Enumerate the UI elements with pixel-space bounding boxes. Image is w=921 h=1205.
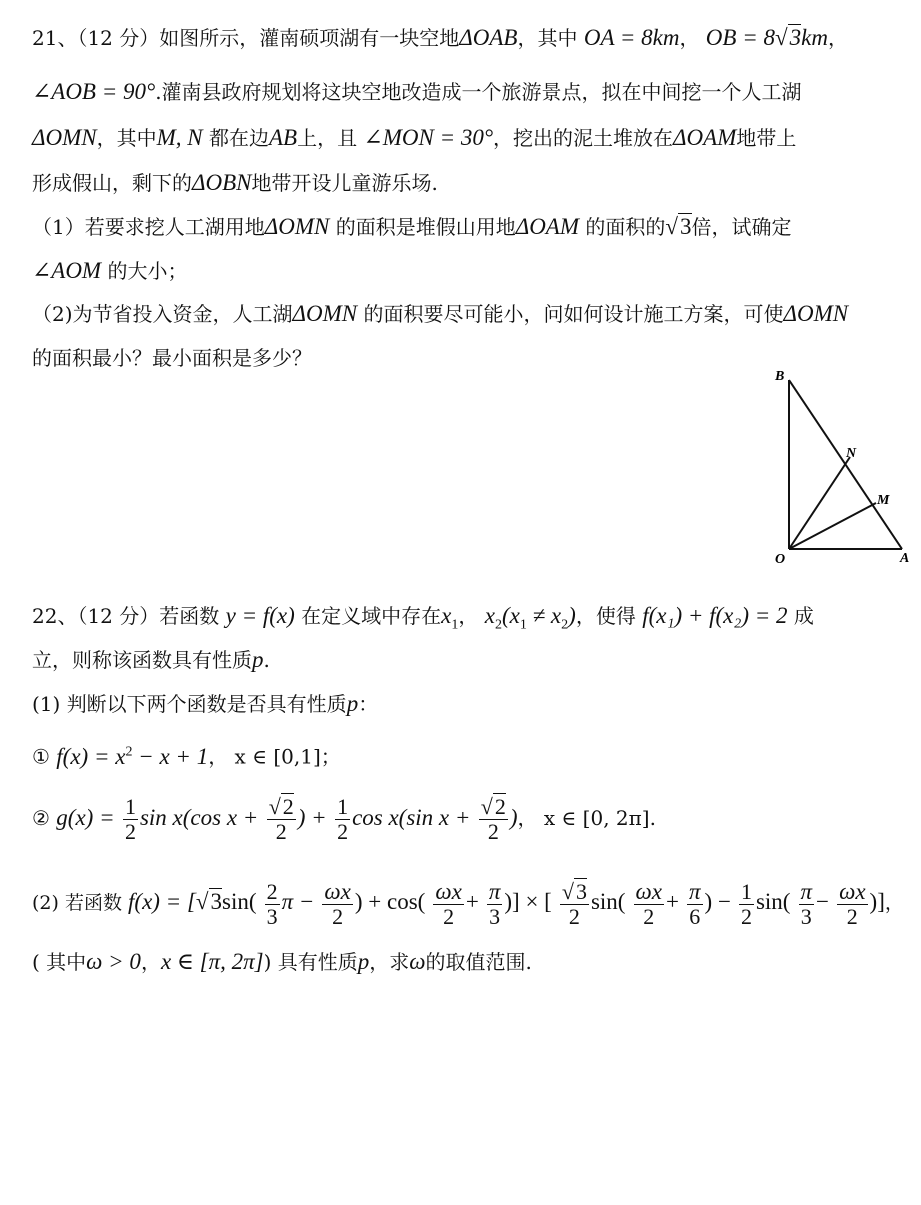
text: ： xyxy=(358,692,379,716)
text: 22、（12 分）若函数 xyxy=(32,604,220,628)
f1-rest: − x + 1 xyxy=(132,743,209,769)
denominator: 3 xyxy=(489,903,501,929)
text: (2) 若函数 xyxy=(32,892,122,914)
times: )] × [ xyxy=(504,889,552,914)
fraction-2-3 xyxy=(265,880,280,929)
text: ， xyxy=(140,950,161,974)
plus: ) + xyxy=(297,805,327,830)
cos-term: cos x(sin x + xyxy=(352,805,471,830)
fraction-pi-6 xyxy=(687,880,703,929)
x2-base: x xyxy=(484,603,495,628)
x2-sub: 2 xyxy=(494,617,502,633)
angle-aob: ∠AOB = 90° xyxy=(32,79,156,104)
x1 xyxy=(441,603,459,633)
sqrt-3: √3 xyxy=(195,889,223,914)
text: 成 xyxy=(793,604,814,628)
pi-minus: π − xyxy=(281,889,315,914)
q21-line4 xyxy=(32,169,438,197)
text: 形成假山，剩下的 xyxy=(32,171,192,195)
q22-sub1 xyxy=(32,690,378,718)
text: ，挖出的泥土堆放在 xyxy=(493,126,674,150)
segment-om xyxy=(789,503,876,549)
fraction-sqrt3-2 xyxy=(560,880,589,929)
side-ab: AB xyxy=(268,125,298,150)
denominator: 2 xyxy=(275,819,287,844)
cond-close: ) xyxy=(568,603,576,628)
triangle-oam: ΔOAM xyxy=(673,125,737,150)
denominator: 2 xyxy=(487,819,499,844)
text: （2)为节省投入资金，人工湖 xyxy=(32,302,293,326)
f1-lhs: f(x) = x xyxy=(56,743,126,769)
x1-base: x xyxy=(441,603,452,628)
text: . xyxy=(263,648,270,672)
numerator: ωx xyxy=(839,878,866,904)
circled-number: ② xyxy=(32,806,50,830)
text: 地带开设儿童游乐场. xyxy=(251,171,438,195)
text: 的面积是堆假山用地 xyxy=(335,215,516,239)
property-p: p xyxy=(346,691,359,716)
triangle-omn: ΔOMN xyxy=(32,125,97,150)
minus: ) − xyxy=(704,889,731,914)
cond-open: (x xyxy=(501,603,520,628)
angle-mon: ∠MON = 30° xyxy=(363,125,494,150)
neq: ≠ x xyxy=(526,603,562,628)
label-m: M xyxy=(877,493,890,508)
sin-open: sin( xyxy=(755,889,791,914)
text: 的面积最小？最小面积是多少？ xyxy=(32,346,312,370)
numerator: π xyxy=(488,878,501,904)
fraction-wx-2 xyxy=(322,880,352,929)
fraction-wx-2 xyxy=(433,880,463,929)
numerator: 2 xyxy=(266,878,278,904)
label-n: N xyxy=(846,446,857,461)
q21-part1 xyxy=(32,213,792,241)
denominator: 2 xyxy=(332,903,344,929)
q22-f2 xyxy=(32,790,656,846)
ob-unit: km xyxy=(801,25,828,50)
ob-lhs: OB = 8 xyxy=(705,25,775,50)
f1-domain: ， x ∈ [0,1]； xyxy=(208,744,341,769)
text: 的面积的 xyxy=(585,215,666,239)
triangle-oam: ΔOAM xyxy=(515,214,580,239)
text: ( 其中 xyxy=(32,950,87,974)
denominator: 2 xyxy=(443,903,455,929)
numerator: ωx xyxy=(635,878,662,904)
triangle-figure xyxy=(772,366,917,566)
text: 上，且 xyxy=(297,126,358,150)
q21-part1b xyxy=(32,257,187,285)
text: (1) 判断以下两个函数是否具有性质 xyxy=(32,692,347,716)
sqrt-3: √3 xyxy=(665,214,692,239)
radicand: 2 xyxy=(494,794,506,819)
close-bracket: )] xyxy=(869,889,885,914)
numerator: π xyxy=(800,878,813,904)
q22-f1 xyxy=(32,738,341,771)
q21-intro-text: 21、（12 分）如图所示，灌南硕项湖有一块空地 xyxy=(32,26,460,50)
fraction-sqrt2-over-2 xyxy=(479,795,508,844)
numerator: π xyxy=(689,878,701,904)
text: 的大小； xyxy=(107,259,188,283)
denominator: 3 xyxy=(266,903,278,929)
sin-open: sin( xyxy=(590,889,626,914)
denominator: 2 xyxy=(643,903,655,929)
text: 立，则称该函数具有性质 xyxy=(32,648,252,672)
text: ) 具有性质 xyxy=(263,950,358,974)
text: ， xyxy=(679,26,700,50)
q21-line1 xyxy=(32,24,848,52)
q21-line3 xyxy=(32,124,796,152)
label-o: O xyxy=(775,552,786,566)
triangle-omn: ΔOMN xyxy=(292,301,358,326)
segment-on xyxy=(789,457,850,549)
ob-radicand: 3 xyxy=(789,25,802,50)
q21-part2 xyxy=(32,300,848,328)
text: （1）若要求挖人工湖用地 xyxy=(32,215,265,239)
numerator: √3 xyxy=(561,878,587,904)
text: ，使得 xyxy=(575,604,636,628)
denominator: 3 xyxy=(800,903,812,929)
plus: + xyxy=(665,889,679,914)
text: 地带上 xyxy=(736,126,797,150)
denominator: 2 xyxy=(568,903,580,929)
fraction-wx-2 xyxy=(634,880,664,929)
fraction-sqrt2-over-2 xyxy=(267,795,296,844)
property-p: p xyxy=(357,949,370,974)
numerator: ωx xyxy=(324,878,351,904)
q21-line2 xyxy=(32,78,802,106)
text: ， xyxy=(458,604,479,628)
g-domain: ， x ∈ [0, 2π]. xyxy=(517,806,656,830)
radicand: 3 xyxy=(210,889,223,914)
text: 倍，试确定 xyxy=(691,215,792,239)
fraction-pi-3 xyxy=(799,880,815,929)
numerator: √2 xyxy=(268,794,294,819)
denominator: 6 xyxy=(689,903,701,929)
angle-aom: ∠AOM xyxy=(32,258,102,283)
close-paren: ) xyxy=(509,805,518,830)
denominator: 2 xyxy=(337,819,349,844)
x2-condition xyxy=(484,603,576,633)
label-b: B xyxy=(775,369,785,384)
numerator: 1 xyxy=(337,794,349,819)
minus: − xyxy=(816,889,830,914)
property-p: p xyxy=(252,647,264,672)
plus: + xyxy=(465,889,479,914)
text: ， xyxy=(827,26,848,50)
f1-exponent: 2 xyxy=(125,744,133,759)
text: 在定义域中存在 xyxy=(301,604,442,628)
f-lhs: f(x) = [ xyxy=(128,889,196,914)
ob-length: OB = 8√3km xyxy=(705,25,828,50)
radicand: 3 xyxy=(680,214,692,239)
omega-condition: ω > 0 xyxy=(86,949,141,974)
f1-expression xyxy=(56,744,208,769)
denominator: 2 xyxy=(740,903,752,929)
domain: x ∈ [π, 2π] xyxy=(160,949,264,974)
numerator: √2 xyxy=(480,794,506,819)
triangle-omn: ΔOMN xyxy=(264,214,330,239)
cos-open: ) + cos( xyxy=(354,889,426,914)
text: 都在边 xyxy=(208,126,269,150)
numerator: ωx xyxy=(435,878,462,904)
sin-open: sin( xyxy=(222,889,257,914)
text: ，其中 xyxy=(517,26,578,50)
denominator: 2 xyxy=(124,819,136,844)
oa-length: OA = 8km xyxy=(583,25,680,50)
fraction-wx-2 xyxy=(837,880,867,929)
points-mn: M, N xyxy=(156,125,203,150)
fraction-half xyxy=(335,795,350,844)
cond-sub1: 1 xyxy=(519,617,527,633)
text: .灌南县政府规划将这块空地改造成一个旅游景点，拟在中间挖一个人工湖 xyxy=(155,80,802,104)
cond-sub2: 2 xyxy=(561,617,569,633)
q22-line1 xyxy=(32,602,814,640)
q21-part2b xyxy=(32,344,312,372)
text: 的面积要尽可能小，问如何设计施工方案，可使 xyxy=(363,302,784,326)
function-y: y = f(x) xyxy=(225,603,295,628)
numerator: 1 xyxy=(124,794,136,819)
sin-term: sin x(cos x + xyxy=(139,805,259,830)
q22-sub2 xyxy=(32,874,904,931)
equation: f(x₁) + f(x₂) = 2 xyxy=(642,603,788,628)
text: ，其中 xyxy=(96,126,157,150)
q22-line2 xyxy=(32,646,270,674)
g-lhs: g(x) = xyxy=(56,805,115,830)
triangle-oab: ΔOAB xyxy=(459,25,518,50)
triangle-obn: ΔOBN xyxy=(192,170,252,195)
text: ， xyxy=(884,892,904,914)
circled-number: ① xyxy=(32,744,50,769)
fraction-pi-3 xyxy=(487,880,503,929)
label-a: A xyxy=(900,551,910,566)
radicand: 2 xyxy=(282,794,294,819)
text: 的取值范围. xyxy=(425,950,532,974)
text: ，求 xyxy=(369,950,410,974)
x1-sub: 1 xyxy=(451,617,459,633)
triangle-omn: ΔOMN xyxy=(783,301,849,326)
fraction-half xyxy=(739,880,754,929)
q22-sub2b xyxy=(32,948,532,976)
omega: ω xyxy=(409,949,426,974)
denominator: 2 xyxy=(846,903,858,929)
numerator: 1 xyxy=(740,878,752,904)
radicand: 3 xyxy=(575,878,587,904)
fraction-half xyxy=(123,795,138,844)
